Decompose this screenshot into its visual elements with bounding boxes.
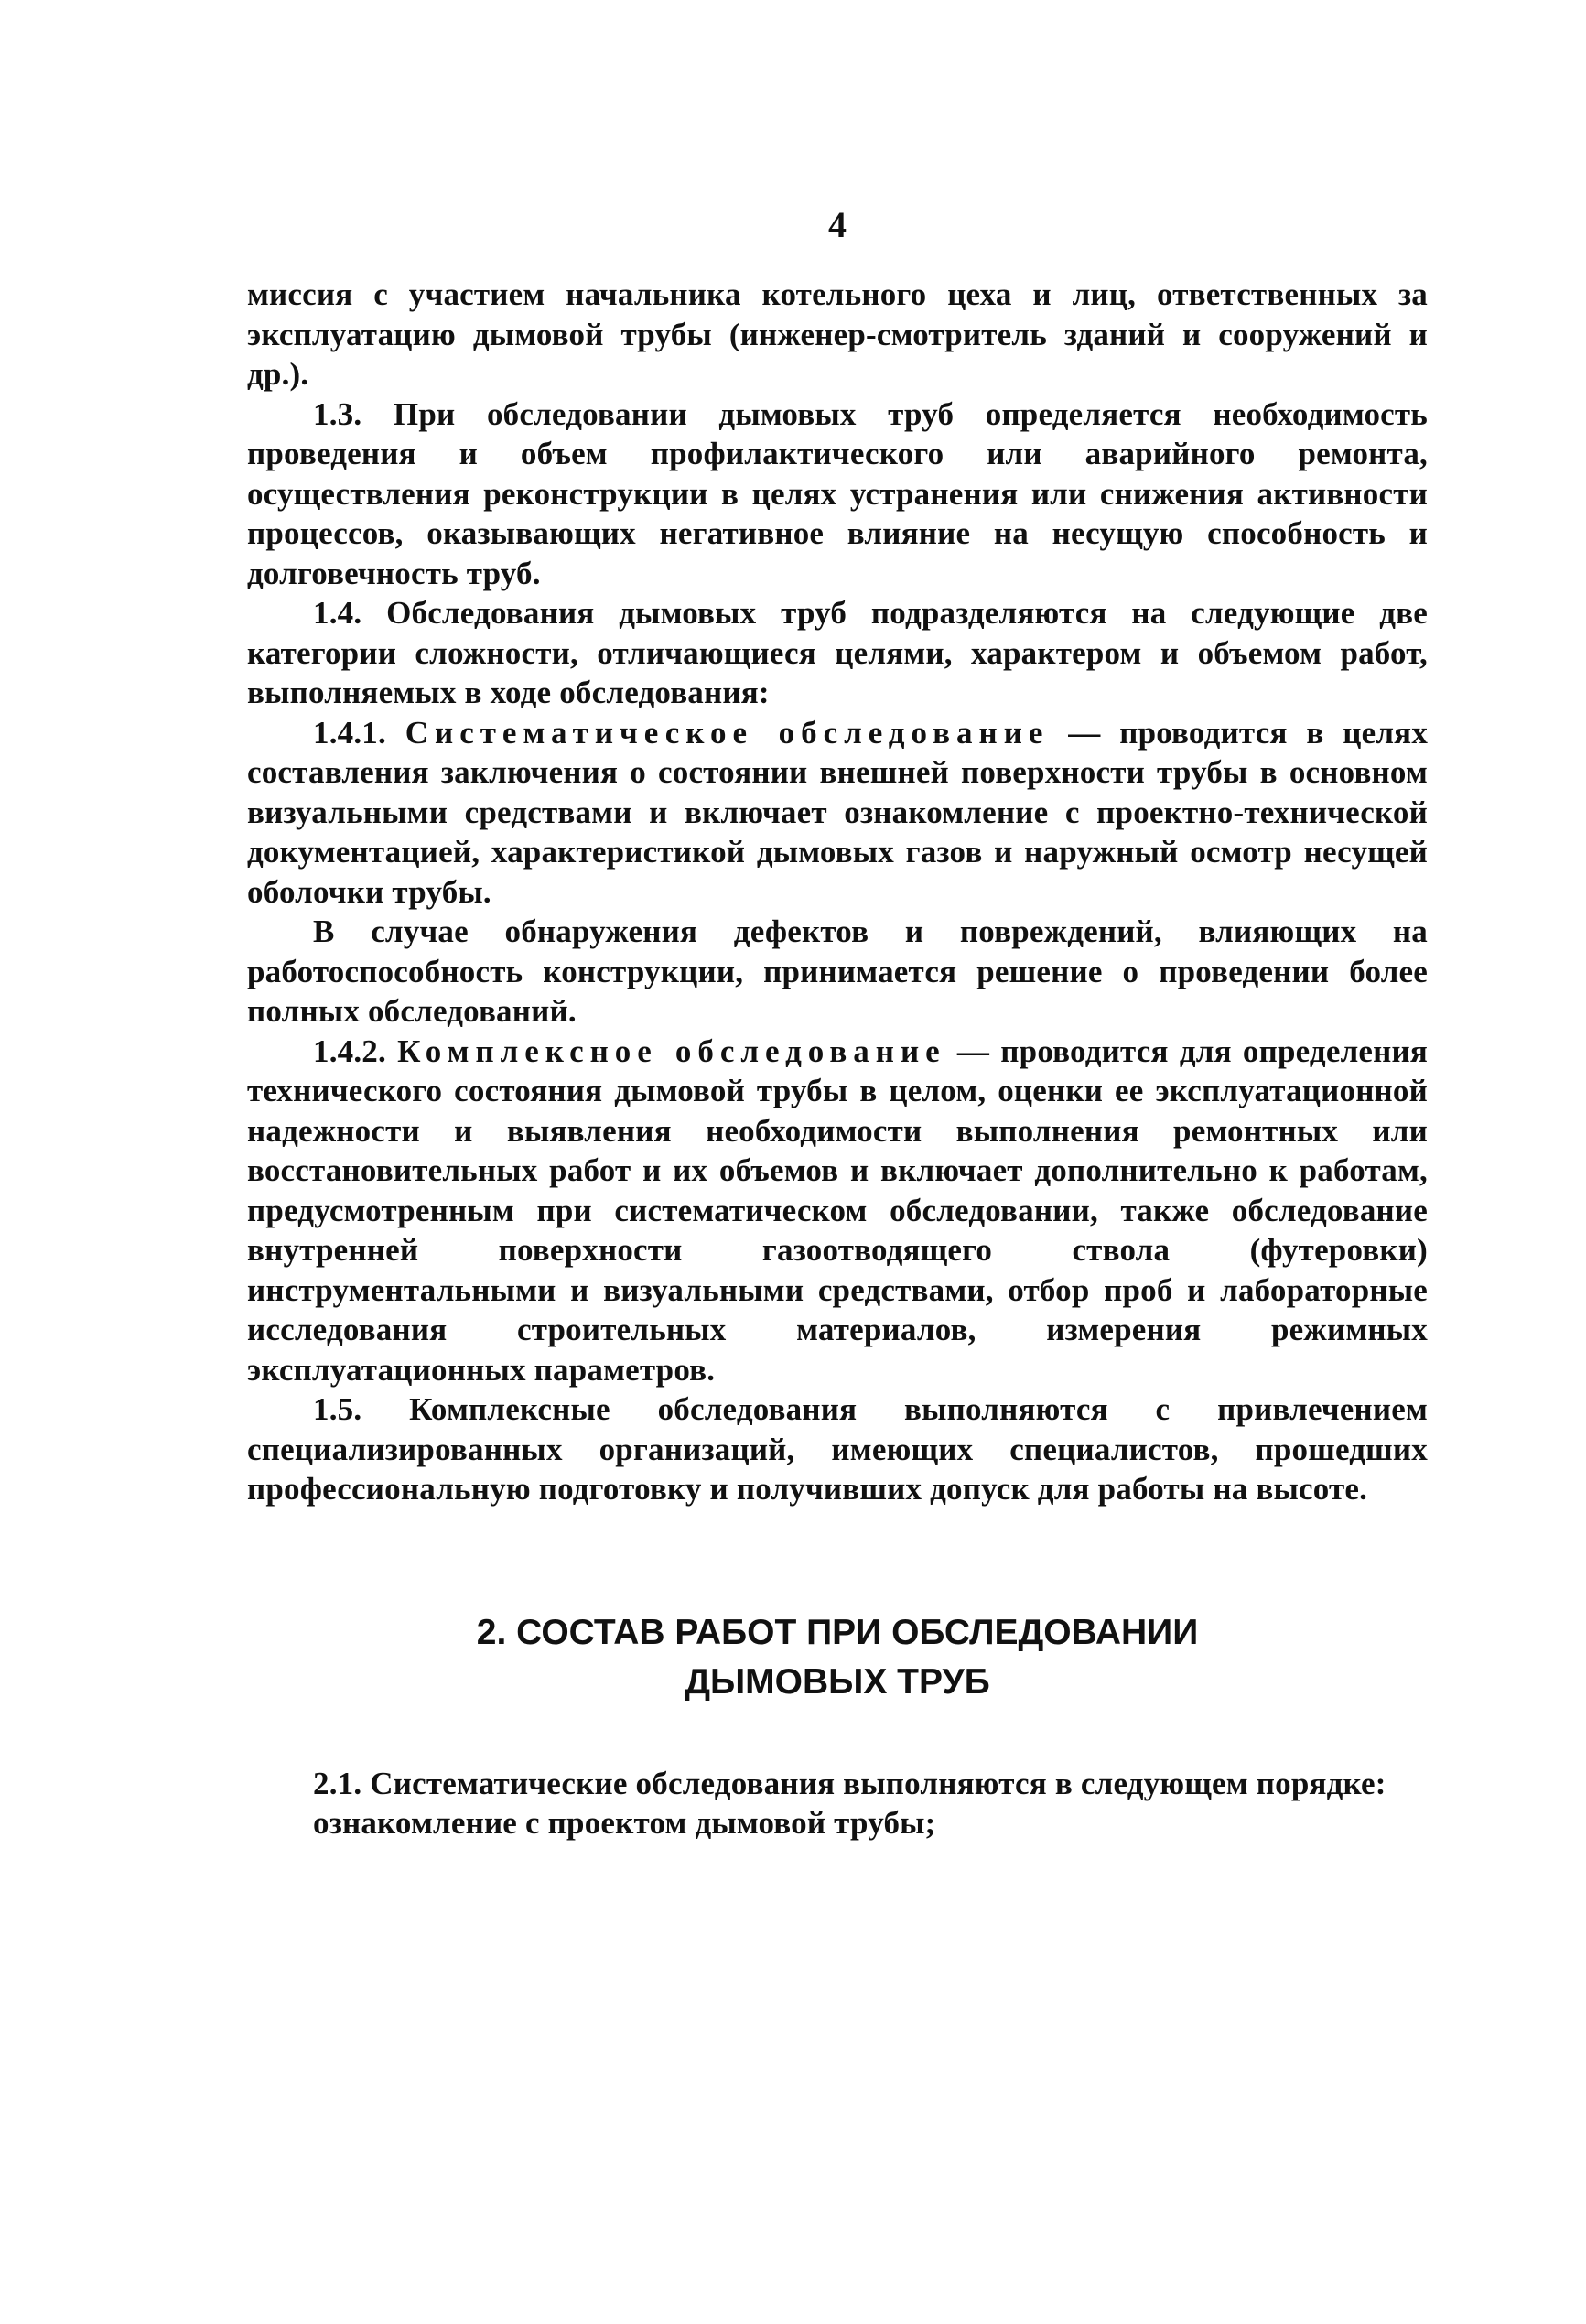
- paragraph-case: В случае обнаружения дефектов и повреждений, влияющих на работоспособность конструкции, принимается решение о проведении более полных обследований.: [247, 913, 1428, 1029]
- document-page: [247, 0, 1428, 2324]
- paragraph-1-3: 1.3. При обследовании дымовых труб определяется необходимость проведения и объем профилактического или аварийного ремонта, осуществления реконструкции в целях устранения или снижения активности процессов, оказывающих негативное влияние на несущую способность и долговечность труб.: [247, 395, 1428, 591]
- section-heading: [247, 1608, 1428, 1707]
- page-number: 4: [828, 204, 847, 245]
- clause-number: 1.4.2.: [313, 1032, 386, 1069]
- clause-text: — проводится для определения технического состояния дымовой трубы в целом, оценки ее эксплуатационной надежности и выявления необходимости выполнения ремонтных или восстановительных работ и их объемов и включает дополнительно к работам, предусмотренным при систематическом обследовании, также обследование внутренней поверхности газоотводящего ствола (футеровки) инструментальными и визуальными средствами, отбор проб и лабораторные исследования строительных материалов, измерения режимных эксплуатационных параметров.: [247, 1032, 1429, 1388]
- term-complex-inspection: Комплексное обследование: [397, 1032, 946, 1069]
- clause-number: 1.4.1.: [313, 714, 386, 751]
- term-systematic-inspection: Систематическое обследование: [405, 714, 1050, 751]
- paragraph-1-4: 1.4. Обследования дымовых труб подразделяются на следующие две категории сложности, отличающиеся целями, характером и объемом работ, выполняемых в ходе обследования:: [247, 595, 1428, 710]
- section-heading-line-2: ДЫМОВЫХ ТРУБ: [685, 1661, 990, 1702]
- paragraph-continuation: миссия с участием начальника котельного цеха и лиц, ответственных за эксплуатацию дымовой трубы (инженер-смотритель зданий и сооружений и др.).: [247, 276, 1428, 392]
- paragraph-2-1: 2.1. Систематические обследования выполняются в следующем порядке:: [313, 1765, 1386, 1801]
- clause-text: — проводится в целях составления заключения о состоянии внешней поверхности трубы в основном визуальными средствами и включает ознакомление с проектно-технической документацией, характеристикой дымовых газов и наружный осмотр несущей оболочки трубы.: [247, 714, 1429, 910]
- paragraph-1-4-1: [247, 713, 1428, 913]
- paragraph-1-5: 1.5. Комплексные обследования выполняются с привлечением специализированных организаций, имеющих специалистов, прошедших профессиональную подготовку и получивших допуск для работы на высоте.: [247, 1391, 1428, 1507]
- list-item: ознакомление с проектом дымовой трубы;: [313, 1805, 936, 1841]
- section-heading-line-1: 2. СОСТАВ РАБОТ ПРИ ОБСЛЕДОВАНИИ: [476, 1612, 1199, 1652]
- document-body: [247, 275, 1428, 1843]
- paragraph-1-4-2: [247, 1032, 1428, 1390]
